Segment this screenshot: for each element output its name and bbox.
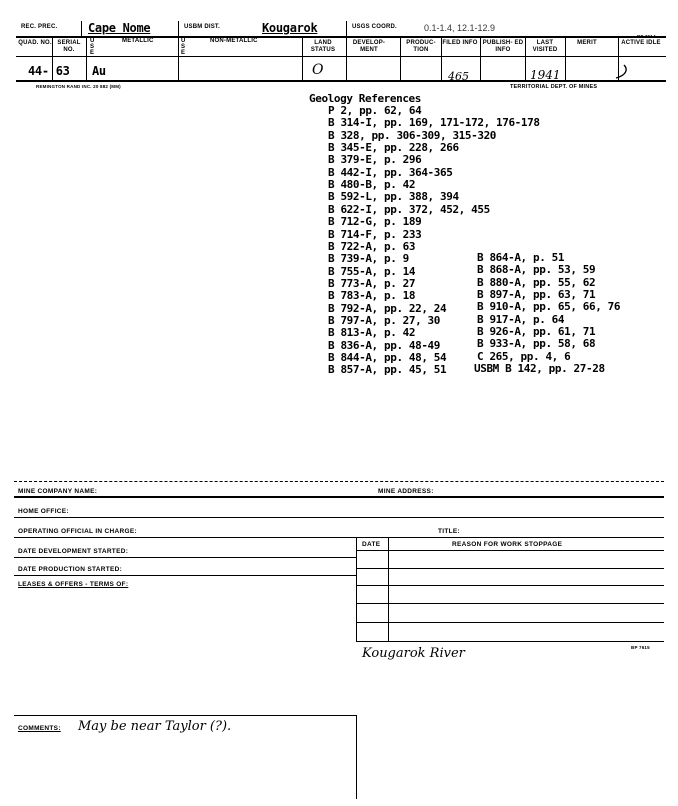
reference-line: B 773-A, p. 27 <box>328 276 416 290</box>
u-s-e-left: U S E <box>90 38 95 56</box>
last-visited-value: 1941 <box>530 68 561 82</box>
merit-label: MERIT <box>577 40 597 46</box>
rec-prec-value: Cape Nome <box>88 21 151 35</box>
reference-line: B 722-A, p. 63 <box>328 239 416 253</box>
comments-label: COMMENTS: <box>18 725 61 732</box>
reference-line: B 868-A, pp. 53, 59 <box>477 263 596 277</box>
active-idle-label: ACTIVE IDLE <box>621 40 661 46</box>
reference-line: B 739-A, p. 9 <box>328 252 409 266</box>
reference-line: B 864-A, p. 51 <box>477 251 565 264</box>
reference-line: B 592-L, pp. 388, 394 <box>328 190 459 204</box>
operating-official-label: OPERATING OFFICIAL IN CHARGE: <box>18 528 137 535</box>
printer-note: REMINGTON RAND INC. 20 882 (MM) <box>36 84 121 89</box>
reference-line: B 917-A, p. 64 <box>477 312 565 326</box>
home-office-label: HOME OFFICE: <box>18 508 69 515</box>
header-rule-bottom <box>16 80 666 82</box>
reference-line: B 926-A, pp. 61, 71 <box>477 325 596 339</box>
production-label: PRODUC- TION <box>406 40 436 53</box>
reference-line: B 792-A, pp. 22, 24 <box>328 301 447 315</box>
quad-serial-value: 44- 63 <box>28 64 70 78</box>
reference-line: B 836-A, pp. 48-49 <box>328 338 441 352</box>
reference-line: B 880-A, pp. 55, 62 <box>477 275 596 289</box>
filed-info-label: FILED INFO <box>442 40 478 46</box>
form-number-bottom: BP 7615 <box>631 645 650 650</box>
land-status-label: LAND STATUS <box>310 40 336 53</box>
reference-line: B 712-G, p. 189 <box>328 215 422 229</box>
title-label: TITLE: <box>438 528 461 535</box>
reference-line: B 910-A, pp. 65, 66, 76 <box>477 300 621 314</box>
published-info-label: PUBLISH- ED INFO <box>482 40 524 53</box>
reference-line: B 622-I, pp. 372, 452, 455 <box>328 202 490 216</box>
header-rule-top <box>16 36 666 38</box>
leases-offers-label: LEASES & OFFERS - TERMS OF: <box>18 581 129 588</box>
u-s-e-right: U S E <box>181 38 186 56</box>
reference-line: B 379-E, p. 296 <box>328 153 422 167</box>
date-production-started-label: DATE PRODUCTION STARTED: <box>18 566 123 573</box>
metallic-label: METALLIC <box>122 38 154 44</box>
geology-title: Geology References <box>309 92 422 105</box>
mine-address-label: MINE ADDRESS: <box>378 488 434 495</box>
filed-info-value: 465 <box>448 70 469 83</box>
usbm-dist-label: USBM DIST. <box>184 24 221 30</box>
location-note: Kougarok River <box>362 646 465 661</box>
reference-line: B 844-A, pp. 48, 54 <box>328 351 447 364</box>
date-label: DATE <box>362 541 381 548</box>
reference-line: B 813-A, p. 42 <box>328 326 416 340</box>
reference-line: B 897-A, pp. 63, 71 <box>477 288 596 302</box>
reference-line: B 442-I, pp. 364-365 <box>328 165 453 179</box>
rec-prec-label: REC. PREC. <box>21 24 58 30</box>
reference-line: B 755-A, p. 14 <box>328 264 416 278</box>
mine-company-name-label: MINE COMPANY NAME: <box>18 488 98 495</box>
reference-line: P 2, pp. 62, 64 <box>328 104 422 117</box>
reference-line: C 265, pp. 4, 6 <box>477 349 571 363</box>
serial-no-label: SERIAL NO. <box>57 40 81 53</box>
metallic-value: Au <box>92 64 106 78</box>
last-visited-label: LAST VISITED <box>532 40 558 53</box>
date-development-started-label: DATE DEVELOPMENT STARTED: <box>18 548 129 555</box>
reference-line: B 797-A, p. 27, 30 <box>328 313 441 327</box>
reference-line: B 480-B, p. 42 <box>328 178 416 192</box>
reference-line: B 714-F, p. 233 <box>328 227 422 241</box>
usgs-coord-value: 0.1-1.4, 12.1-12.9 <box>424 23 496 33</box>
reference-line: B 345-E, pp. 228, 266 <box>328 141 459 155</box>
department-label: TERRITORIAL DEPT. OF MINES <box>510 84 598 90</box>
form-number-top: BP 7614 <box>637 34 656 39</box>
reference-line: USBM B 142, pp. 27-28 <box>474 362 605 376</box>
quad-no-label: QUAD. NO. <box>18 40 52 46</box>
reason-for-work-stoppage-label: REASON FOR WORK STOPPAGE <box>452 541 563 548</box>
land-status-value: O <box>312 62 324 78</box>
reference-line: B 783-A, p. 18 <box>328 289 416 303</box>
usgs-coord-label: USGS COORD. <box>352 24 397 30</box>
comments-value: May be near Taylor (?). <box>78 719 232 734</box>
nonmetallic-label: NON-METALLIC <box>210 38 258 44</box>
reference-line: B 933-A, pp. 58, 68 <box>477 337 596 351</box>
usbm-dist-value: Kougarok <box>262 21 318 35</box>
reference-line: B 857-A, pp. 45, 51 <box>328 363 447 377</box>
checkmark-mark <box>612 63 632 81</box>
reference-line: B 314-I, pp. 169, 171-172, 176-178 <box>328 116 540 130</box>
reference-line: B 328, pp. 306-309, 315-320 <box>328 128 497 142</box>
development-label: DEVELOP- MENT <box>352 40 386 53</box>
